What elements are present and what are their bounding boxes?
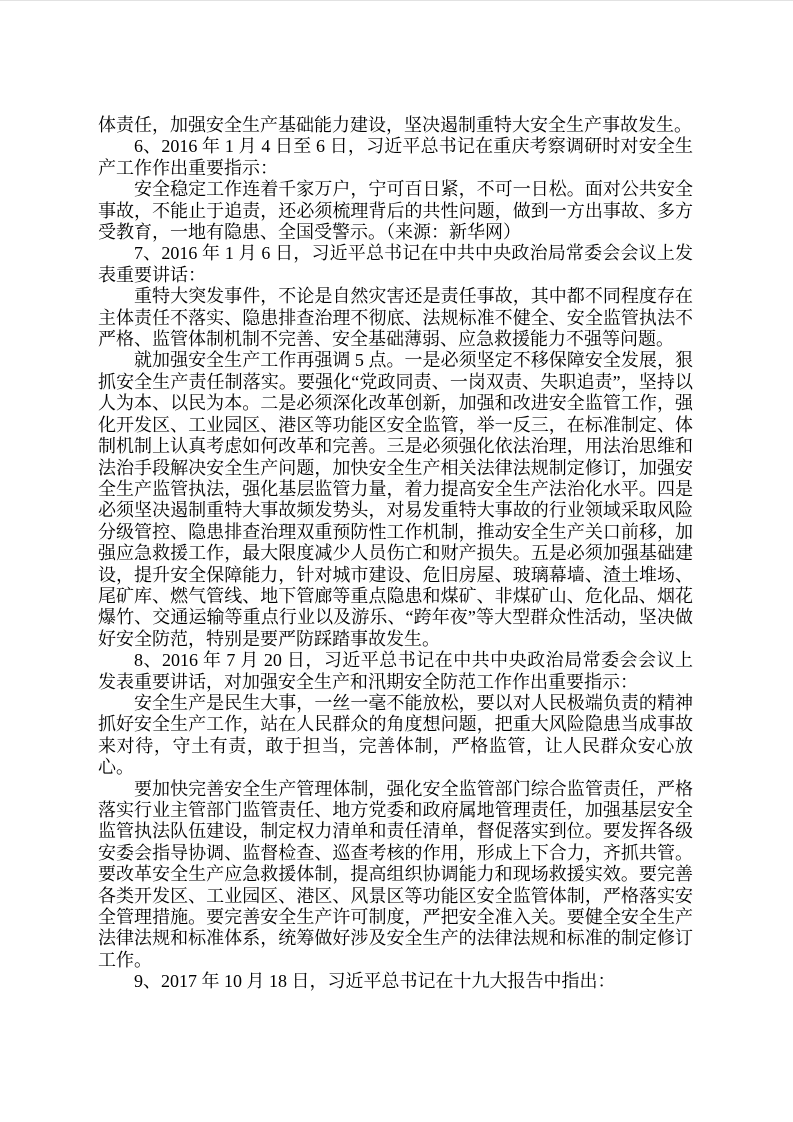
paragraph: 安全稳定工作连着千家万户，宁可百日紧，不可一日松。面对公共安全事故，不能止于追责，还必须梳理背后的共性问题，做到一方出事故、多方受教育，一地有隐患、全国受警示。（来源：新华网） bbox=[98, 179, 693, 243]
paragraph: 6、2016 年 1 月 4 日至 6 日，习近平总书记在重庆考察调研时对安全生产工作作出重要指示： bbox=[98, 136, 693, 178]
paragraph: 8、2016 年 7 月 20 日，习近平总书记在中共中央政治局常委会会议上发表重要讲话，对加强安全生产和汛期安全防范工作作出重要指示： bbox=[98, 650, 693, 692]
paragraph: 体责任，加强安全生产基础能力建设，坚决遏制重特大安全生产事故发生。 bbox=[98, 115, 692, 135]
paragraph: 要加快完善安全生产管理体制，强化安全监管部门综合监管责任，严格落实行业主管部门监管责任、地方党委和政府属地管理责任，加强基层安全监管执法队伍建设，制定权力清单和责任清单，督促落实到位。要发挥各级安委会指导协调、监督检查、巡查考核的作用，形成上下合力，齐抓共管。要改革安全生产应急救援体制，提高组织协调能力和现场救援实效。要完善各类开发区、工业园区、港区、风景区等功能区安全监管体制，严格落实安全管理措施。要完善安全生产许可制度，严把安全准入关。要健全安全生产法律法规和标准体系，统筹做好涉及安全生产的法律法规和标准的制定修订工作。 bbox=[98, 778, 693, 970]
paragraph: 安全生产是民生大事，一丝一毫不能放松，要以对人民极端负责的精神抓好安全生产工作，站在人民群众的角度想问题，把重大风险隐患当成事故来对待，守土有责，敢于担当，完善体制，严格监管，让人民群众安心放心。 bbox=[98, 692, 693, 778]
paragraph: 9、2017 年 10 月 18 日，习近平总书记在十九大报告中指出： bbox=[134, 971, 616, 992]
paragraph: 重特大突发事件，不论是自然灾害还是责任事故，其中都不同程度存在主体责任不落实、隐患排查治理不彻底、法规标准不健全、安全监管执法不严格、监管体制机制不完善、安全基础薄弱、应急救援能力不强等问题。 bbox=[98, 286, 693, 350]
paragraph: 7、2016 年 1 月 6 日，习近平总书记在中共中央政治局常委会会议上发表重要讲话： bbox=[98, 243, 693, 285]
paragraph: 就加强安全生产工作再强调 5 点。一是必须坚定不移保障安全发展，狠抓安全生产责任制落实。要强化“党政同责、一岗双责、失职追责”，坚持以人为本、以民为本。二是必须深化改革创新，加强和改进安全监管工作，强化开发区、工业园区、港区等功能区安全监管，举一反三，在标准制定、体制机制上认真考虑如何改革和完善。三是必须强化依法治理，用法治思维和法治手段解决安全生产问题，加快安全生产相关法律法规制定修订，加强安全生产监管执法，强化基层监管力量，着力提高安全生产法治化水平。四是必须坚决遏制重特大事故频发势头，对易发重特大事故的行业领域采取风险分级管控、隐患排查治理双重预防性工作机制，推动安全生产关口前移，加强应急救援工作，最大限度减少人员伤亡和财产损失。五是必须加强基础建设，提升安全保障能力，针对城市建设、危旧房屋、玻璃幕墙、渣土堆场、尾矿库、燃气管线、地下管廊等重点隐患和煤矿、非煤矿山、危化品、烟花爆竹、交通运输等重点行业以及游乐、“跨年夜”等大型群众性活动，坚决做好安全防范，特别是要严防踩踏事故发生。 bbox=[98, 350, 693, 649]
